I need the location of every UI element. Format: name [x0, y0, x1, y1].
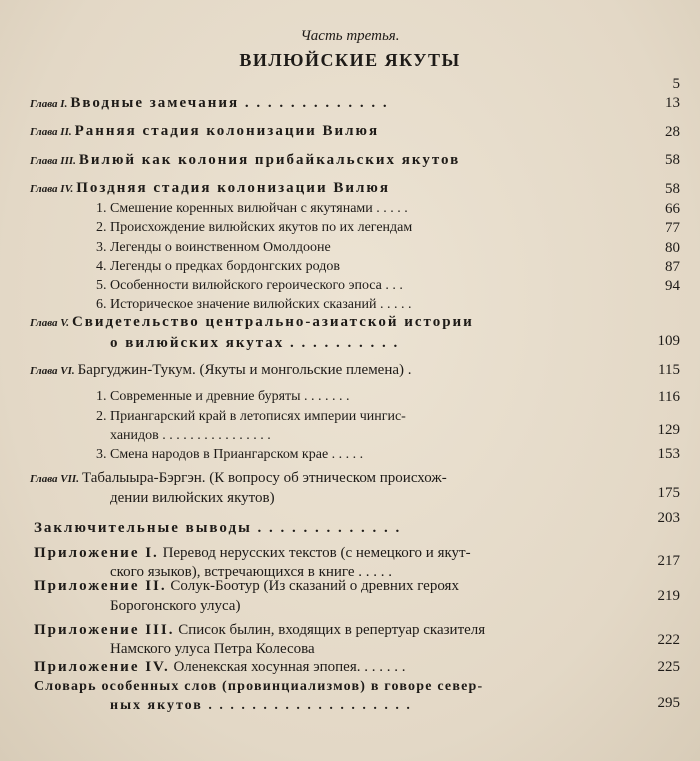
section-title: 2. Происхождение вилюйских якутов по их легендам — [96, 220, 413, 235]
toc-appendix-2[interactable] — [34, 578, 459, 595]
section-title-continued: ханидов . . . . . . . . . . . . . . . . — [110, 428, 271, 443]
section-title: 6. Историческое значение вилюйских сказаний . . . . . — [96, 297, 412, 312]
part-title: ВИЛЮЙСКИЕ ЯКУТЫ — [239, 50, 461, 70]
chapter-label: Глава VI. — [30, 365, 75, 377]
section-title: 1. Современные и древние буряты . . . . . . . — [96, 389, 350, 404]
toc-section-4-2[interactable] — [96, 220, 412, 236]
chapter-label: Глава II. — [30, 126, 72, 138]
chapter-title: Баргуджин-Тукум. (Якуты и монгольские племена) . — [77, 362, 412, 378]
appendix-title: Список былин, входящих в репертуар сказителя — [178, 622, 486, 638]
toc-section-6-3[interactable] — [96, 447, 363, 463]
toc-chapter-7-line2 — [110, 490, 275, 507]
appendix-title-continued: Борогонского улуса) — [110, 598, 241, 614]
chapter-label: Глава IV. — [30, 183, 74, 195]
chapter-7-page: 175 — [657, 485, 680, 501]
dictionary-title-continued: ных якутов . . . . . . . . . . . . . . . . . . . — [110, 698, 412, 713]
section-title: 2. Приангарский край в летописях империи чингис- — [96, 409, 406, 424]
toc-section-4-5[interactable] — [96, 278, 403, 294]
chapter-label: Глава VII. — [30, 473, 79, 485]
chapter-title: Вводные замечания . . . . . . . . . . . . . — [70, 95, 389, 111]
appendix-title: Солук-Боотур (Из сказаний о древних героях — [170, 578, 459, 594]
section-4-4-page: 87 — [665, 259, 680, 275]
section-4-3-page: 80 — [665, 240, 680, 256]
toc-section-6-1[interactable] — [96, 389, 350, 405]
toc-section-6-2[interactable] — [96, 409, 406, 425]
toc-chapter-3[interactable] — [30, 152, 460, 169]
chapter-label: Глава V. — [30, 317, 69, 329]
toc-appendix-4[interactable] — [34, 659, 406, 676]
section-6-3-page: 153 — [657, 446, 680, 462]
toc-chapter-4[interactable] — [30, 180, 390, 197]
toc-section-4-4[interactable] — [96, 259, 340, 275]
appendix-4-page: 225 — [657, 659, 680, 675]
section-title: 1. Смешение коренных вилюйчан с якутянами . . . . . — [96, 201, 408, 216]
toc-section-4-3[interactable] — [96, 240, 331, 256]
chapter-title: Вилюй как колония прибайкальских якутов — [78, 152, 461, 168]
toc-chapter-1[interactable] — [30, 95, 389, 112]
toc-dictionary[interactable] — [34, 679, 483, 695]
section-6-2-page: 129 — [657, 422, 680, 438]
section-title: 5. Особенности вилюйского героического эпоса . . . — [96, 278, 403, 293]
conclusions-title: Заключительные выводы . . . . . . . . . . . . . — [34, 520, 402, 536]
section-title: 3. Легенды о воинственном Омолдооне — [96, 240, 331, 255]
section-4-1-page: 66 — [665, 201, 680, 217]
toc-chapter-7[interactable] — [30, 470, 447, 487]
toc-appendix-3[interactable] — [34, 622, 485, 639]
appendix-title: Оленекская хосунная эпопея. . . . . . . — [173, 659, 406, 675]
chapter-label: Глава III. — [30, 155, 76, 167]
chapter-title-continued: дении вилюйских якутов) — [110, 490, 275, 506]
appendix-title: Перевод нерусских текстов (с немецкого и якут- — [162, 545, 471, 561]
part-heading: Часть третья. — [300, 28, 400, 44]
chapter-4-page: 58 — [665, 181, 680, 197]
toc-section-4-6[interactable] — [96, 297, 411, 313]
chapter-5-page: 109 — [657, 333, 680, 349]
toc-chapter-6[interactable] — [30, 362, 412, 379]
conclusions-page: 203 — [657, 510, 680, 526]
toc-conclusions[interactable] — [34, 520, 401, 537]
chapter-title: Ранняя стадия колонизации Вилюя — [74, 123, 380, 139]
appendix-label: Приложение III. — [34, 622, 175, 638]
section-4-2-page: 77 — [665, 220, 680, 236]
appendix-label: Приложение I. — [34, 545, 159, 561]
appendix-label: Приложение IV. — [34, 659, 170, 675]
section-title: 3. Смена народов в Приангарском крае . . . . . — [96, 447, 364, 462]
toc-appendix-1[interactable] — [34, 545, 471, 562]
dictionary-page: 295 — [657, 695, 680, 711]
section-6-1-page: 116 — [658, 389, 680, 405]
dictionary-title: Словарь особенных слов (провинциализмов) в говоре север- — [34, 679, 484, 694]
chapter-label: Глава I. — [30, 98, 68, 110]
toc-chapter-5-line2 — [110, 335, 399, 352]
section-title: 4. Легенды о предках бордонгских родов — [96, 259, 340, 274]
appendix-2-page: 219 — [657, 588, 680, 604]
toc-appendix-3-line2 — [110, 641, 315, 658]
section-4-5-page: 94 — [665, 278, 680, 294]
chapter-2-page: 28 — [665, 124, 680, 140]
chapter-6-page: 115 — [658, 362, 680, 378]
toc-section-6-2-line2 — [110, 428, 271, 444]
chapter-title: Табалыыра-Бэргэн. (К вопросу об этническом происхож- — [81, 470, 447, 486]
appendix-title-continued: Намского улуса Петра Колесова — [110, 641, 315, 657]
appendix-label: Приложение II. — [34, 578, 167, 594]
chapter-1-page: 13 — [665, 95, 680, 111]
toc-chapter-5[interactable] — [30, 314, 474, 331]
chapter-title-continued: о вилюйских якутах . . . . . . . . . . — [110, 335, 400, 351]
intro-page-number: 5 — [672, 76, 680, 92]
appendix-1-page: 217 — [657, 553, 680, 569]
toc-section-4-1[interactable] — [96, 201, 408, 217]
appendix-3-page: 222 — [657, 632, 680, 648]
toc-appendix-2-line2 — [110, 598, 240, 615]
chapter-3-page: 58 — [665, 152, 680, 168]
toc-dictionary-line2 — [110, 698, 412, 714]
appendix-title-continued: ского языков), встречающихся в книге . . . . . — [110, 564, 393, 580]
toc-chapter-2[interactable] — [30, 123, 379, 140]
chapter-title: Свидетельство центрально-азиатской истории — [71, 314, 474, 330]
chapter-title: Поздняя стадия колонизации Вилюя — [76, 180, 390, 196]
